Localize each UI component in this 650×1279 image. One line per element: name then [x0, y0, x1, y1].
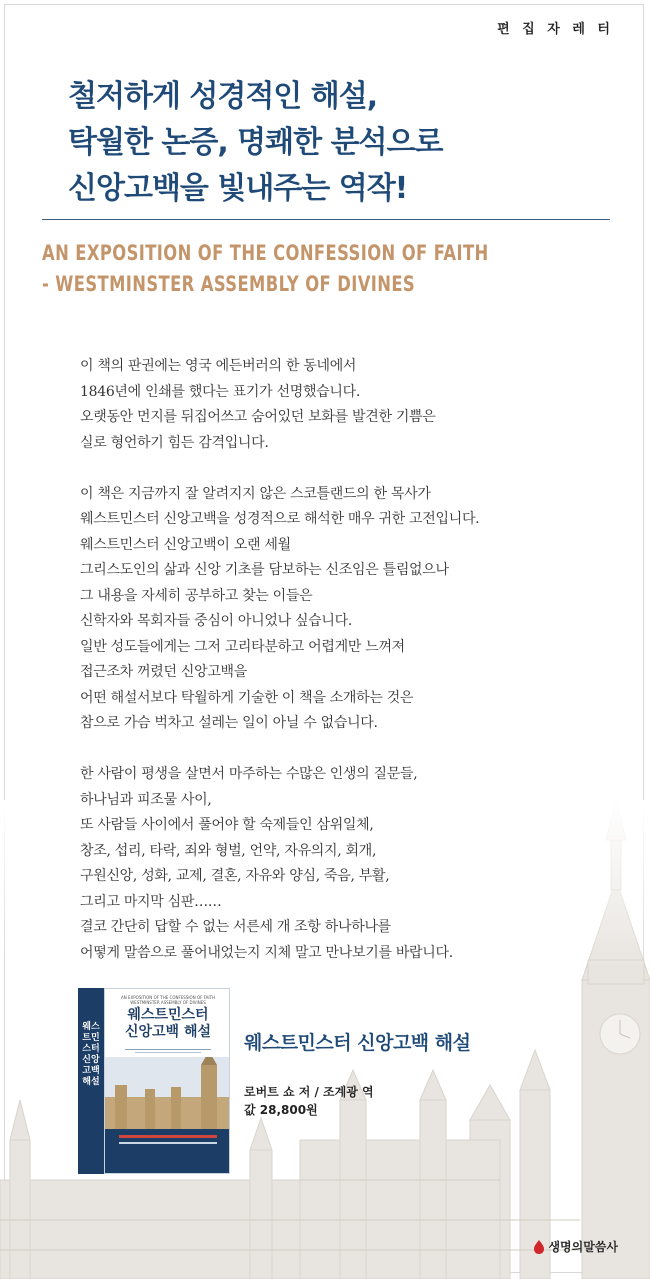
body-line: 결코 간단히 답할 수 없는 서른세 개 조항 하나하나를	[80, 919, 391, 935]
body-line: 또 사람들 사이에서 풀어야 할 숙제들인 삼위일체,	[80, 817, 374, 833]
book-title: 웨스트민스터 신앙고백 해설	[244, 1032, 471, 1054]
body-line: 참으로 가슴 벅차고 설레는 일이 아닐 수 없습니다.	[80, 715, 378, 731]
editor-letter-body	[80, 354, 600, 992]
body-line: 오랫동안 먼지를 뒤집어쓰고 숨어있던 보화를 발견한 기쁨은	[80, 409, 436, 425]
body-line: 웨스트민스터 신앙고백을 성경적으로 해석한 매우 귀한 고전입니다.	[80, 511, 480, 527]
body-line: 어떻게 말씀으로 풀어내었는지 지체 말고 만나보기를 바랍니다.	[80, 944, 453, 961]
body-line: 웨스트민스터 신앙고백이 오랜 세월	[80, 536, 291, 553]
flame-logo-icon	[533, 1240, 545, 1254]
cover-band	[105, 1129, 230, 1174]
spine-title: 웨스트민스터 신앙고백 해설	[82, 1022, 100, 1087]
body-line: 한 사람이 평생을 살면서 마주하는 수많은 인생의 질문들,	[80, 766, 418, 782]
body-line: 이 책은 지금까지 잘 알려지지 않은 스코틀랜드의 한 목사가	[80, 485, 431, 502]
body-line: 1846년에 인쇄를 했다는 표기가 선명했습니다.	[80, 383, 360, 400]
body-line: 신학자와 목회자들 중심이 아니었나 싶습니다.	[80, 613, 353, 629]
cover-ornament	[125, 1047, 211, 1055]
headline-line: 철저하게 성경적인 해설,	[68, 79, 378, 114]
headline-line: 신앙고백을 빛내주는 역작!	[68, 171, 408, 206]
book-author: 로버트 쇼 저 / 조계광 역	[244, 1085, 374, 1099]
body-line: 그 내용을 자세히 공부하고 찾는 이들은	[80, 587, 313, 604]
subtitle-line: AN EXPOSITION OF THE CONFESSION OF FAITH	[42, 241, 489, 265]
body-line: 실로 형언하기 힘든 감격입니다.	[80, 434, 269, 451]
publisher-logo	[533, 1238, 618, 1255]
body-line: 창조, 섭리, 타락, 죄와 형벌, 언약, 자유의지, 회개,	[80, 842, 377, 859]
cover-title	[109, 1007, 227, 1041]
divider	[42, 219, 610, 220]
body-line: 일반 성도들에게는 그저 고리타분하고 어렵게만 느껴져	[80, 638, 405, 655]
paragraph	[80, 354, 600, 456]
body-line: 구원신앙, 성화, 교제, 결혼, 자유와 양심, 죽음, 부활,	[80, 868, 390, 884]
book-info	[244, 1028, 624, 1119]
body-line: 어떤 해설서보다 탁월하게 기술한 이 책을 소개하는 것은	[80, 689, 414, 706]
body-line: 그리고 마지막 심판……	[80, 893, 222, 910]
book-spine	[78, 988, 104, 1174]
cover-band-line	[119, 1142, 217, 1144]
paragraph	[80, 482, 600, 737]
section-tag: 편 집 자 레 터	[497, 22, 614, 37]
subtitle-line: - WESTMINSTER ASSEMBLY OF DIVINES	[42, 272, 416, 296]
body-line: 접근조차 꺼렸던 신앙고백을	[80, 664, 247, 680]
cover-title-line: 웨스트민스터	[127, 1007, 209, 1023]
book-price: 값 28,800원	[244, 1103, 318, 1117]
english-subtitle	[42, 238, 494, 300]
body-line: 그리스도인의 삶과 신앙 기초를 담보하는 신조임은 틀림없으나	[80, 562, 449, 578]
cover-band-accent	[119, 1135, 217, 1138]
body-line: 이 책의 판권에는 영국 에든버러의 한 동네에서	[80, 358, 357, 374]
publisher-name: 생명의말씀사	[548, 1240, 618, 1254]
cover-parliament-photo	[105, 1057, 230, 1129]
headline-line: 탁월한 논증, 명쾌한 분석으로	[68, 125, 443, 160]
book-cover-image	[78, 988, 230, 1174]
paragraph	[80, 762, 600, 966]
body-line: 하나님과 피조물 사이,	[80, 791, 212, 808]
headline	[68, 74, 608, 212]
cover-english-title: AN EXPOSITION OF THE CONFESSION OF FAITH WESTMINSTER ASSEMBLY OF DIVINES	[120, 995, 215, 1005]
book-front-cover	[104, 988, 230, 1174]
cover-title-line: 신앙고백 해설	[124, 1024, 212, 1040]
